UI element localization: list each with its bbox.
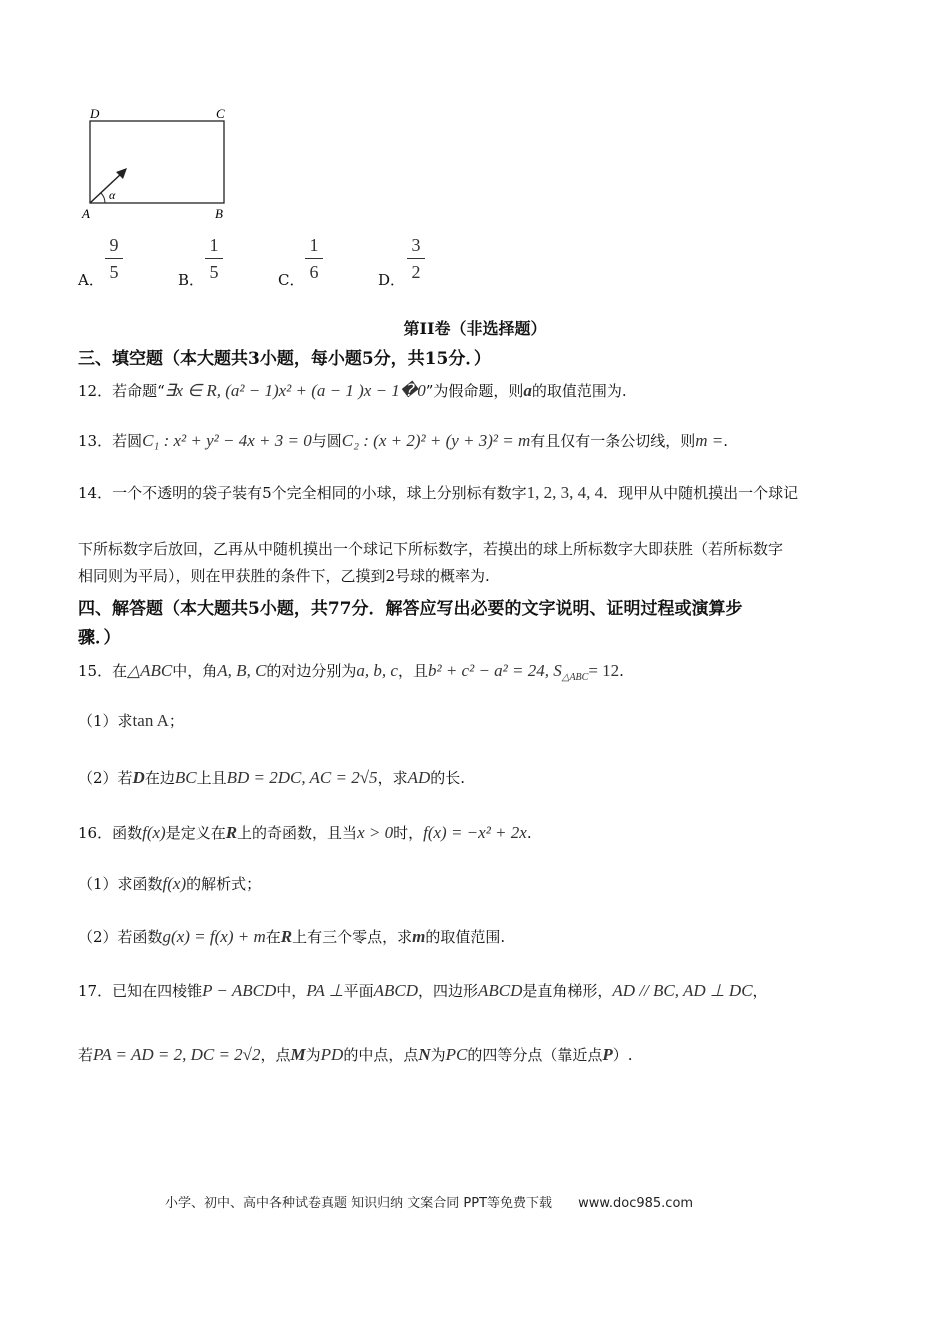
q15-p2-pre: （2）若 [78,769,133,787]
q17-l2-end: ）. [612,1046,633,1064]
q17-l2-PD: PD [320,1045,344,1064]
label-A: A [82,206,90,221]
arrow-shaft [90,173,122,203]
q15-p2-end: 的长. [430,769,466,787]
question-17-line-1 [78,980,768,1001]
label-C: C [216,106,225,121]
section-4-heading-line-2: 骤．） [78,628,121,648]
q15-p1-post: ； [168,712,184,730]
q17-l2-mid4: 为 [430,1046,446,1064]
q17-l2-M: M [290,1045,306,1064]
q17-l2-PC: PC [445,1045,468,1064]
question-16-part-2 [78,926,505,947]
part-title: 第II卷（非选择题） [403,319,547,338]
q12-variable-a: a [523,381,532,400]
option-b-numerator: 1 [209,235,219,255]
question-13 [78,430,728,451]
q16-end: . [526,824,532,842]
q12-proposition: ∃x ∈ R, (a² − 1)x² + (a − 1 )x − 1�0 [164,381,426,400]
q17-condition: AD // BC, AD ⊥ DC [612,981,753,1000]
q14-pre: 14．一个不透明的袋子装有5个完全相同的小球，球上分别标有数字 [78,484,527,502]
q16-fx: f(x) [142,823,166,842]
q15-p2-mid: 在边 [144,769,175,787]
q17-mid4: 是直角梯形， [522,982,613,1000]
option-a-denominator: 5 [109,262,119,282]
option-a-letter: A． [78,271,104,289]
q13-circle-c1: C₁ : x² + y² − 4x + 3 = 0 [142,431,312,450]
q15-mid3: ，且 [397,662,428,680]
option-a-fraction [103,234,125,283]
angle-arc [101,193,105,203]
footer-url[interactable]: www.doc985.com [578,1196,694,1211]
q17-l2-mid: ，点 [260,1046,291,1064]
q13-circle-c2: C₂ : (x + 2)² + (y + 3)² = m [341,431,531,450]
q15-pre: 15．在 [78,662,128,680]
q16-pre: 16．函数 [78,824,143,842]
q17-end: ， [752,982,768,1000]
q15-p1-pre: （1）求 [78,712,133,730]
option-d-fraction [405,234,427,283]
q15-condition: b² + c² − a² = 24, S [427,661,562,680]
option-d-denominator: 2 [411,262,421,282]
q15-p2-mid2: 上且 [196,769,227,787]
q14-post: ．现甲从中随机摸出一个球记 [603,484,799,502]
q15-mid1: 中，角 [172,662,218,680]
q15-triangle: △ABC [127,661,173,680]
q17-l2-P: P [602,1045,613,1064]
option-b-denominator: 5 [209,262,219,282]
label-D: D [90,106,100,121]
option-a-numerator: 9 [109,235,119,255]
q17-mid2: 平面 [343,982,374,1000]
q15-p2-D: D [132,768,145,787]
q16-p2-R: R [280,927,293,946]
option-d-numerator: 3 [411,235,421,255]
option-c-fraction [303,234,325,283]
q17-pre: 17．已知在四棱锥 [78,982,203,1000]
q12-prefix: 12．若命题“ [78,382,165,400]
q15-end: . [619,662,624,680]
q15-p2-AD: AD [407,768,431,787]
q14-numbers: 1, 2, 3, 4, 4 [526,483,604,502]
q17-l2-condition: PA = AD = 2, DC = 2√2 [93,1045,261,1064]
q16-p2-end: 的取值范围. [425,928,506,946]
q13-m-equals: m = [695,431,724,450]
q17-mid1: 中， [276,982,307,1000]
q13-post: 有且仅有一条公切线，则 [530,432,696,450]
q16-p2-pre: （2）若函数 [78,928,163,946]
question-17-line-2 [78,1044,633,1065]
q15-p1-math: tan A [132,711,169,730]
question-14-line-3: 相同则为平局），则在甲获胜的条件下，乙摸到2号球的概率为. [78,567,490,585]
q15-p2-mid3: ，求 [377,769,408,787]
q15-sides: a, b, c [356,661,398,680]
q12-end: 的取值范围为. [531,382,627,400]
question-15-part-1 [78,710,184,731]
label-B: B [215,206,223,221]
option-b-fraction [203,234,225,283]
q13-end: . [723,432,729,450]
q15-subscript: △ABC [561,672,589,683]
option-b-letter: B． [178,271,205,289]
q16-p1-pre: （1）求函数 [78,875,163,893]
q15-p2-BC: BC [174,768,197,787]
q17-l2-mid2: 为 [305,1046,321,1064]
q16-p2-g: g(x) = f(x) + m [162,927,266,946]
q15-angles: A, B, C [217,661,267,680]
question-14-line-2: 下所标数字后放回，乙再从中随机摸出一个球记下所标数字，若摸出的球上所标数字大即获胜（若所标数字 [78,540,784,558]
q16-p2-mid2: 上有三个零点，求 [292,928,413,946]
q17-l2-mid5: 的四等分点（靠近点 [467,1046,603,1064]
question-15 [78,660,624,683]
question-15-part-2 [78,767,465,788]
option-c-letter: C． [278,271,305,289]
option-c-denominator: 6 [309,262,319,282]
question-12 [78,380,627,401]
q17-pa-perp: PA ⊥ [306,981,344,1000]
question-14-line-1 [78,482,798,503]
option-c-numerator: 1 [309,235,319,255]
q15-condition-2: = 12 [588,661,620,680]
q16-mid: 是定义在 [165,824,226,842]
label-alpha: α [109,188,116,202]
q15-p2-condition: BD = 2DC, AC = 2√5 [226,768,378,787]
footer-text: 小学、初中、高中各种试卷真题 知识归纳 文案合同 PPT等免费下载 [165,1196,553,1211]
q16-p1-post: 的解析式； [186,875,262,893]
question-16 [78,822,532,843]
q16-p2-m: m [412,927,426,946]
q16-mid3: 时， [393,824,424,842]
q17-l2-mid3: 的中点，点 [343,1046,419,1064]
section-3-heading: 三、填空题（本大题共3小题，每小题5分，共15分．） [78,349,491,369]
q17-mid3: ，四边形 [418,982,479,1000]
q13-prefix: 13．若圆 [78,432,143,450]
q16-p1-fx: f(x) [162,874,187,893]
q16-definition: f(x) = −x² + 2x [423,823,527,842]
q17-l2-pre: 若 [78,1046,94,1064]
section-4-heading-line-1: 四、解答题（本大题共5小题，共77分．解答应写出必要的文字说明、证明过程或演算步 [78,599,743,619]
q17-quad: ABCD [478,981,523,1000]
q13-mid: 与圆 [311,432,342,450]
q15-mid2: 的对边分别为 [266,662,357,680]
q17-plane: ABCD [373,981,418,1000]
q17-pyramid: P − ABCD [202,981,277,1000]
q12-post: ”为假命题，则 [425,382,524,400]
rectangle-figure [78,100,238,225]
q16-R: R [225,823,238,842]
question-16-part-1 [78,873,261,894]
option-d-letter: D． [378,271,406,289]
footer [165,1192,693,1211]
q17-l2-N: N [418,1045,431,1064]
q16-condition: x > 0 [357,823,394,842]
q16-p2-mid: 在 [265,928,281,946]
q16-mid2: 上的奇函数，且当 [237,824,358,842]
